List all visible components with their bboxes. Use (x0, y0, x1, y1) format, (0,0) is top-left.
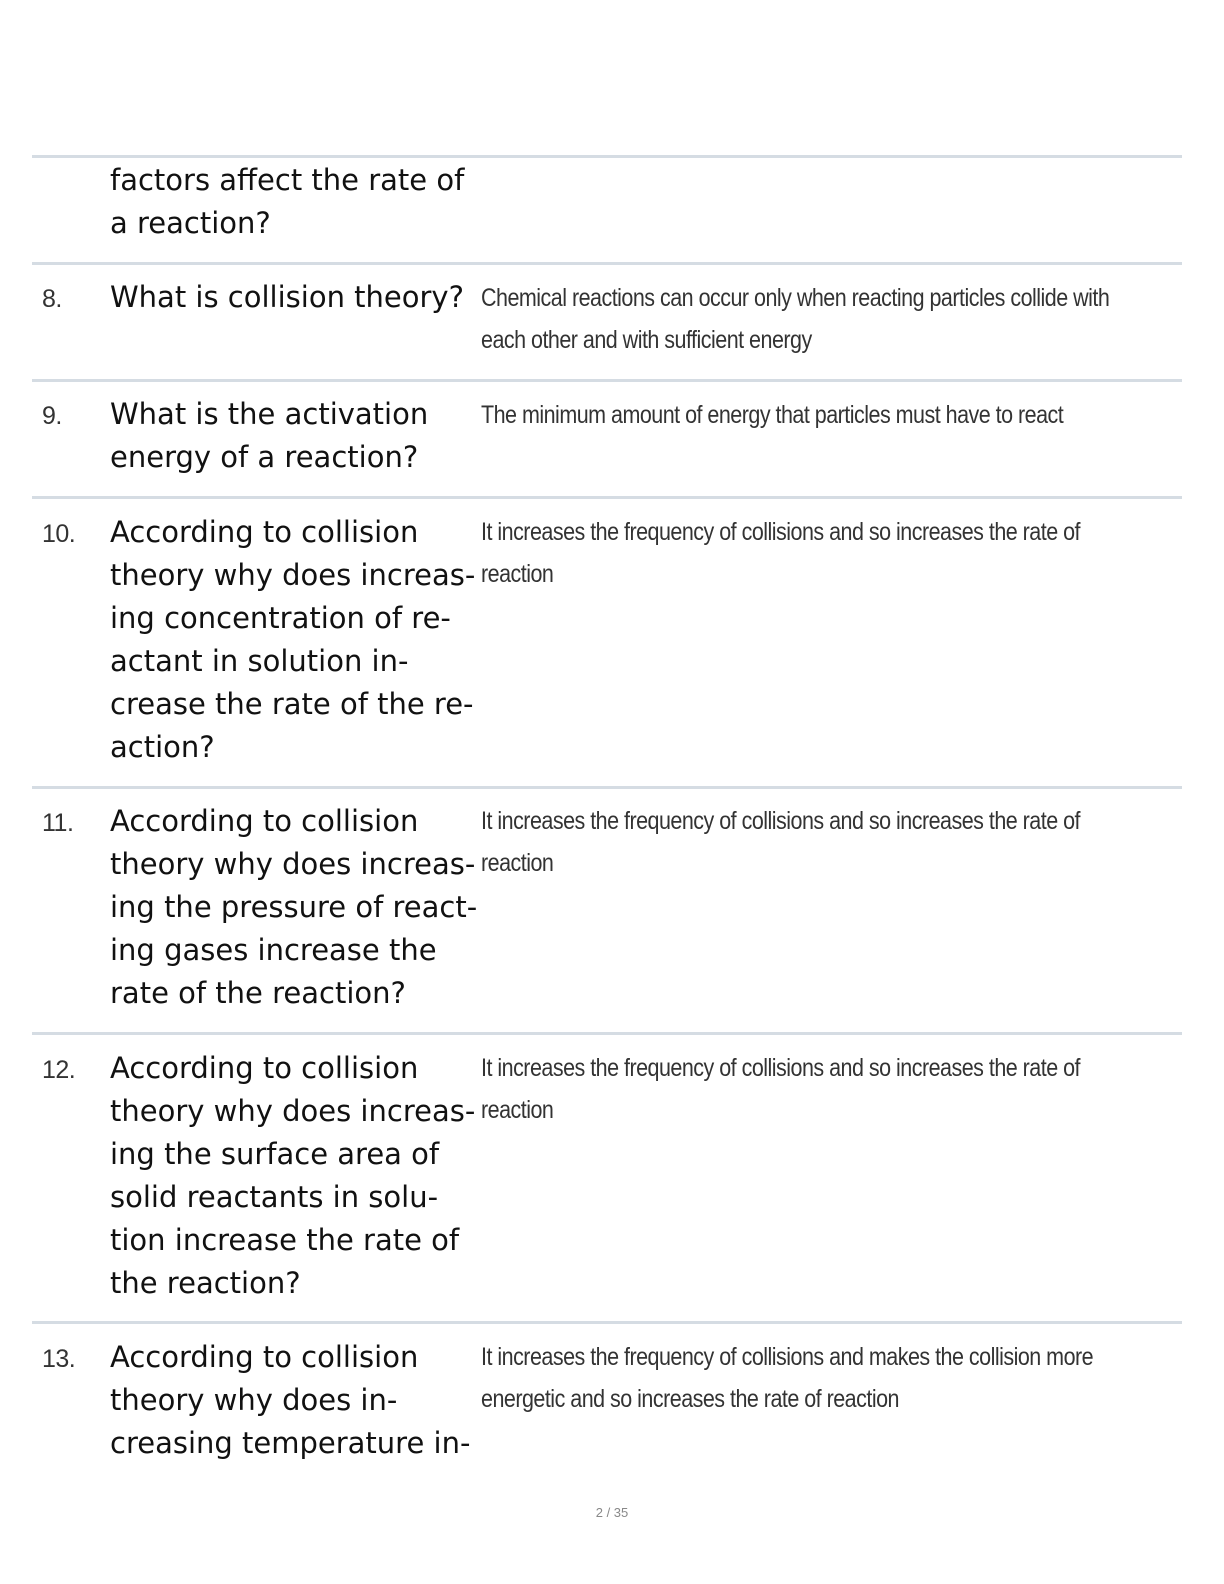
question-number: 13. (42, 1345, 76, 1373)
answer-text: It increases the frequency of collisions and so increases the rate of reaction (481, 807, 1081, 877)
question-text: factors affect the rate of a reaction? (110, 163, 465, 240)
row-divider (32, 1321, 1182, 1324)
row-divider (32, 1032, 1182, 1035)
question-text: What is collision theory? (110, 280, 464, 314)
row-divider (32, 155, 1182, 158)
question-number: 8. (42, 285, 62, 313)
question-text: According to collision theory why does increas- ing the surface area of solid reactants in solu- tion increase the rate of the reaction? (110, 1051, 476, 1300)
answer-text: Chemical reactions can occur only when reacting particles collide with each other and with sufficient energy (481, 284, 1110, 354)
answer-text: It increases the frequency of collisions and makes the collision more energetic and so increases the rate of reaction (481, 1343, 1094, 1413)
row-divider (32, 262, 1182, 265)
row-divider (32, 379, 1182, 382)
question-text: According to collision theory why does increas- ing the pressure of react- ing gases increase the rate of the reaction? (110, 804, 478, 1010)
question-text: What is the activation energy of a reaction? (110, 397, 429, 474)
answer-text: It increases the frequency of collisions and so increases the rate of reaction (481, 1054, 1081, 1124)
question-text: According to collision theory why does increas- ing concentration of re- actant in solution in- crease the rate of the re- action? (110, 515, 476, 764)
question-number: 10. (42, 520, 76, 548)
row-divider (32, 786, 1182, 789)
question-number: 12. (42, 1056, 76, 1084)
page-indicator: 2 / 35 (595, 1505, 629, 1520)
question-text: According to collision theory why does in- creasing temperature in- (110, 1340, 471, 1460)
question-number: 11. (42, 809, 74, 837)
question-number: 9. (42, 402, 62, 430)
answer-text: The minimum amount of energy that particles must have to react (481, 401, 1064, 429)
answer-text: It increases the frequency of collisions and so increases the rate of reaction (481, 518, 1081, 588)
row-divider (32, 496, 1182, 499)
